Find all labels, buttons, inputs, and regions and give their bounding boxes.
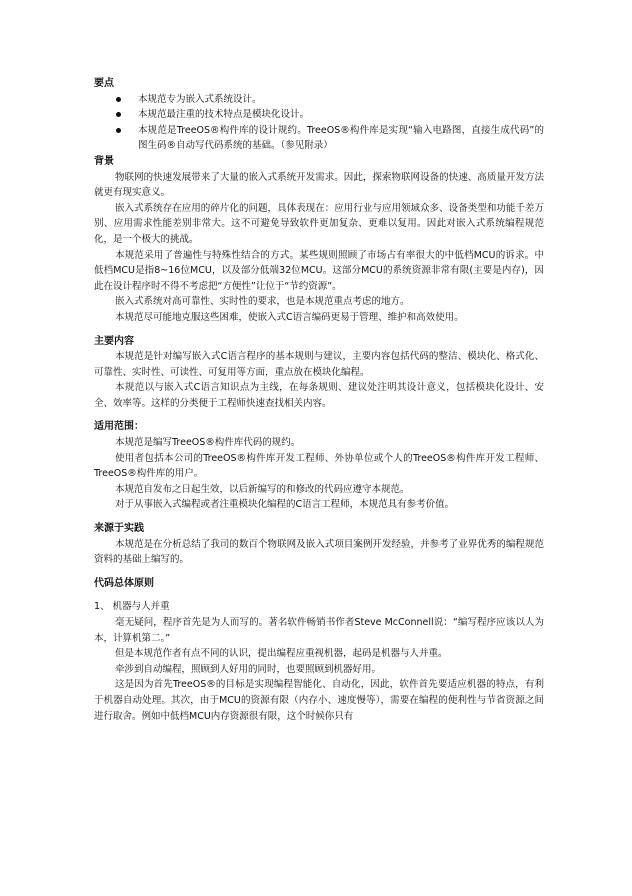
main-content-heading: 主要内容 xyxy=(94,335,134,347)
paragraph: 本规范自发布之日起生效，以后新编写的和修改的代码应遵守本规范。 xyxy=(115,483,410,495)
paragraph: 使用者包括本公司的TreeOS®构件库开发工程师、外协单位或个人的TreeOS®构件库开发工程师、TreeOS®构件库的用户。 xyxy=(94,452,544,480)
source-heading: 来源于实践 xyxy=(94,523,144,535)
paragraph: 本规范是针对编写嵌入式C语言程序的基本规则与建议，主要内容包括代码的整洁、模块化、格式化、可靠性、实时性、可读性、可复用等方面，重点放在模块化编程。 xyxy=(94,351,544,378)
paragraph: 本规范尽可能地克服这些困难，使嵌入式C语言编码更易于管理、维护和高效使用。 xyxy=(115,311,464,323)
principles-subheading: 1、 机器与人并重 xyxy=(94,601,170,613)
bullet-icon xyxy=(116,128,121,133)
bullet-icon xyxy=(116,112,121,117)
paragraph: 本规范以与嵌入式C语言知识点为主线，在每条规则、建议处注明其设计意义，包括模块化设计、安全、效率等。这样的分类便于工程师快速查找相关内容。 xyxy=(94,382,544,409)
bullet-item: 本规范专为嵌入式系统设计。 xyxy=(94,92,544,108)
principles-heading: 代码总体原则 xyxy=(94,577,154,589)
paragraph: 物联网的快速发展带来了大量的嵌入式系统开发需求。因此，探索物联网设备的快速、高质量开发方法就更有现实意义。 xyxy=(94,171,544,199)
paragraph: 嵌入式系统对高可靠性、实时性的要求，也是本规范重点考虑的地方。 xyxy=(115,296,410,308)
paragraph: 本规范采用了普遍性与特殊性结合的方式。某些规则照顾了市场占有率很大的中低档MCU的诉求。中低档MCU是指8~16位MCU，以及部分低端32位MCU。这部分MCU的系统资源非常有限(主要是内存)，因此在设计程序时不得不考虑把“方便性”让位于“节约资源”。 xyxy=(94,249,544,292)
paragraph: 本规范是在分析总结了我司的数百个物联网及嵌入式项目案例开发经验，并参考了业界优秀的编程规范资料的基础上编写的。 xyxy=(94,538,544,566)
key-points-heading: 要点 xyxy=(94,78,114,89)
bullet-icon xyxy=(116,97,121,102)
paragraph: 牵涉到自动编程，照顾到人好用的同时，也要照顾到机器好用。 xyxy=(115,663,382,675)
scope-heading: 适用范围： xyxy=(94,421,144,433)
paragraph: 对于从事嵌入式编程或者注重模块化编程的C语言工程师，本规范具有参考价值。 xyxy=(115,499,455,511)
paragraph: 毫无疑问，程序首先是为人而写的。著名软件畅销书作者Steve McConnell说：“编写程序应该以人为本，计算机第二。” xyxy=(94,617,544,644)
bullet-item: 本规范是TreeOS®构件库的设计规约。TreeOS®构件库是实现“输入电路图，直接生成代码”的图生码®自动写代码系统的基础。（参见附录） xyxy=(94,123,544,154)
bullet-item: 本规范最注重的技术特点是模块化设计。 xyxy=(94,107,544,123)
paragraph: 本规范是编写TreeOS®构件库代码的规约。 xyxy=(115,437,301,449)
key-points-list xyxy=(94,92,544,154)
paragraph: 但是本规范作者有点不同的认识，提出编程应重视机器，起码是机器与人并重。 xyxy=(115,648,448,660)
background-heading: 背景 xyxy=(94,155,114,167)
paragraph: 嵌入式系统存在应用的碎片化的问题，具体表现在：应用行业与应用领域众多、设备类型和功能千差万别、应用需求性能差别非常大。这不可避免导致软件更加复杂、更难以复用。因此对嵌入式系统编程规范化，是一个极大的挑战。 xyxy=(94,202,544,245)
paragraph: 这是因为首先TreeOS®的目标是实现编程智能化、自动化，因此，软件首先要适应机器的特点，有利于机器自动处理。其次，由于MCU的资源有限（内存小、速度慢等），需要在编程的便利性与节省资源之间进行取舍。例如中低档MCU内存资源很有限，这个时候你只有 xyxy=(94,679,544,722)
document-body xyxy=(94,76,544,724)
